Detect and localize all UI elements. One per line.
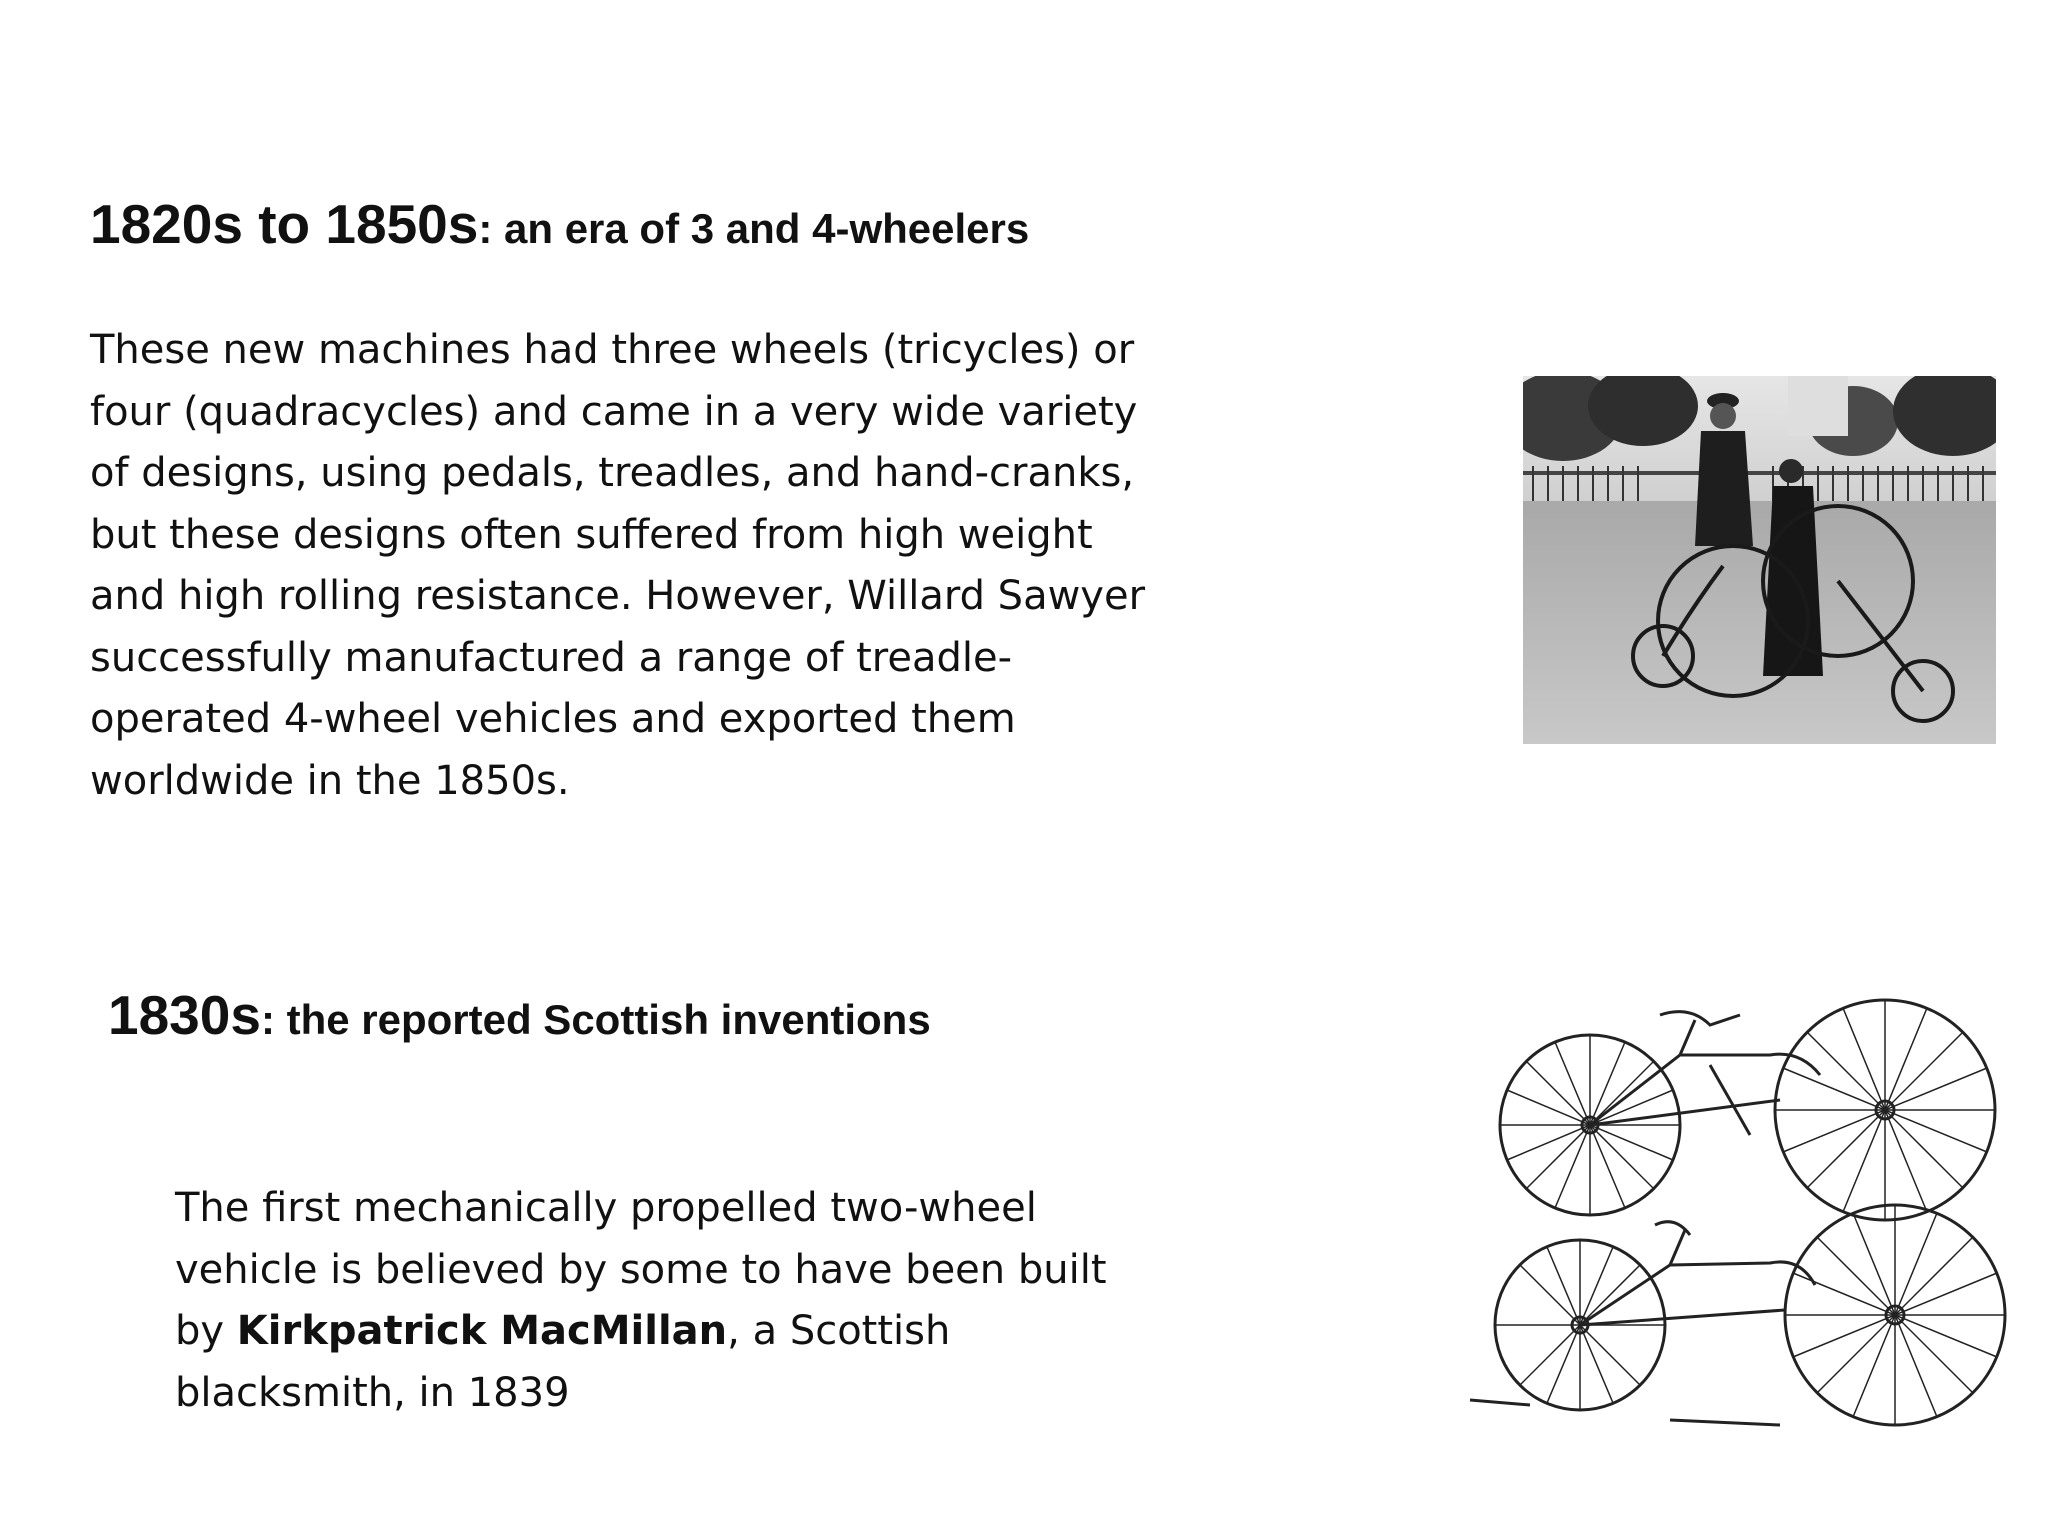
velocipede-drawing-icon	[1450, 995, 2048, 1435]
text-run: , a Scottish	[727, 1308, 951, 1354]
paragraph-line: vehicle is believed by some to have been built	[175, 1246, 1107, 1293]
paragraph-line: worldwide in the 1850s.	[90, 757, 570, 804]
title-rest: : the reported Scottish inventions	[260, 996, 931, 1043]
paragraph-line: but these designs often suffered from high weight	[90, 511, 1093, 558]
paragraph-line: and high rolling resistance. However, Willard Sawyer	[90, 573, 1146, 619]
velocipede-drawing	[1450, 995, 2048, 1435]
paragraph-line	[175, 1301, 1175, 1363]
inventor-name: Kirkpatrick MacMillan	[236, 1308, 728, 1354]
paragraph-line: These new machines had three wheels (tricycles) or	[90, 327, 1135, 373]
paragraph-line: of designs, using pedals, treadles, and hand-cranks,	[90, 450, 1135, 496]
paragraph-line: successfully manufactured a range of treadle-	[90, 634, 1013, 681]
paragraph-line: four (quadracycles) and came in a very wide variety	[90, 388, 1138, 435]
paragraph-line: blacksmith, in 1839	[175, 1369, 570, 1416]
paragraph-line: operated 4-wheel vehicles and exported them	[90, 696, 1016, 742]
section-title-1820s	[90, 193, 1030, 255]
tricycle-photo	[1523, 376, 1996, 744]
tricycle-photo-icon	[1523, 376, 1996, 744]
paragraph-multiwheelers	[90, 320, 1200, 812]
section-title-1830s	[108, 984, 931, 1046]
title-main: 1830s	[108, 984, 261, 1046]
text-run: by	[175, 1308, 237, 1354]
paragraph-line: The first mechanically propelled two-wheel	[175, 1185, 1037, 1231]
title-rest: : an era of 3 and 4-wheelers	[478, 205, 1030, 252]
title-main: 1820s to 1850s	[90, 193, 479, 255]
paragraph-macmillan	[175, 1178, 1175, 1424]
